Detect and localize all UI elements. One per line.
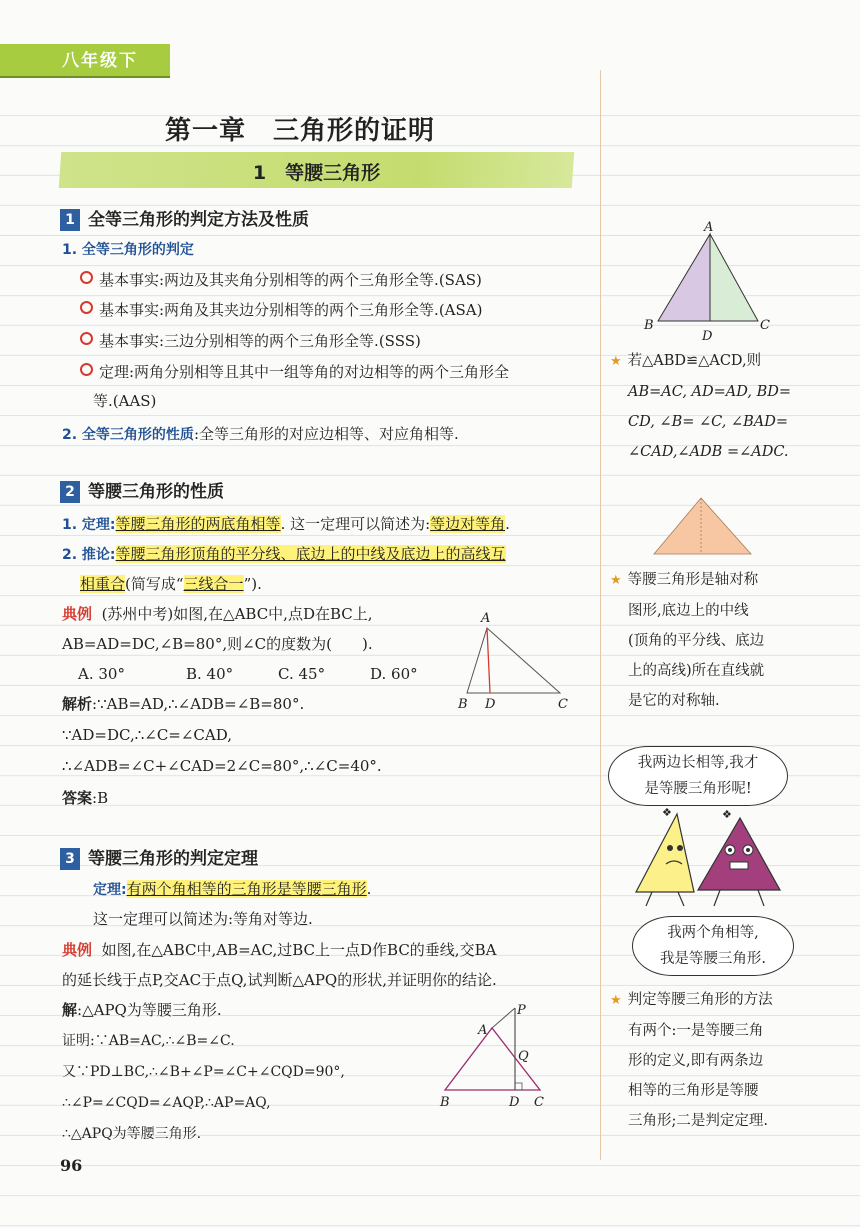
- s3-line-2: 这一定理可以简述为:等角对等边.: [93, 910, 313, 928]
- label-a: A: [478, 1023, 488, 1038]
- s2-answer: 答案:B: [62, 789, 109, 807]
- label-c: C: [558, 697, 568, 712]
- s3-example-line-2: 的延长线于点P,交AC于点Q,试判断△APQ的形状,并证明你的结论.: [62, 971, 497, 989]
- sidebar-figure-1: [640, 218, 780, 344]
- section-2-title: 等腰三角形的性质: [88, 482, 224, 502]
- s2-solution-1: 解析:∵AB=AD,∴∠ADB=∠B=80°.: [62, 695, 305, 713]
- s1-sub1: 1. 全等三角形的判定: [62, 242, 194, 258]
- s2-solution-3: ∴∠ADB=∠C+∠CAD=2∠C=80°,∴∠C=40°.: [62, 757, 382, 775]
- section-2-heading: [60, 477, 224, 503]
- sidebar-note-2: ★ 等腰三角形是轴对称 图形,底边上的中线 (顶角的平分线、底边 上的高线)所在直线就 是它的对称轴.: [610, 572, 765, 709]
- sidebar-note-1: ★ 若△ABD≌△ACD,则 AB=AC, AD=AD, BD= CD, ∠B= ∠C, ∠BAD= ∠CAD,∠ADB =∠ADC.: [610, 353, 792, 460]
- label-c: C: [534, 1095, 544, 1110]
- section-1-number: 1: [60, 209, 80, 231]
- s2-line-1: 1. 定理:等腰三角形的两底角相等. 这一定理可以简述为:等边对等角.: [62, 515, 510, 533]
- label-b: B: [458, 697, 468, 712]
- label-b: B: [440, 1095, 450, 1110]
- s2-option-a: A. 30°: [78, 665, 125, 683]
- margin-line: [600, 70, 601, 1160]
- svg-text:❖: ❖: [722, 808, 732, 821]
- speech-bubble-1: 我两边长相等,我才 是等腰三角形呢!: [608, 746, 788, 806]
- cartoon-triangles: [622, 806, 792, 916]
- section-3-heading: [60, 844, 258, 870]
- s3-proof-2: 又∵PD⊥BC,∴∠B+∠P=∠C+∠CQD=90°,: [62, 1064, 345, 1080]
- speech-bubble-2: 我两个角相等, 我是等腰三角形.: [632, 916, 794, 976]
- grade-tag: 八年级下: [0, 44, 170, 78]
- section-2-number: 2: [60, 481, 80, 503]
- s2-example-line-1: 典例 (苏州中考)如图,在△ABC中,点D在BC上,: [62, 605, 373, 623]
- section-title: 1 等腰三角形: [252, 162, 381, 184]
- star-icon: ★: [610, 573, 622, 588]
- section-3-number: 3: [60, 848, 80, 870]
- label-d: D: [485, 697, 496, 712]
- example-2-figure: [436, 1000, 556, 1112]
- s3-proof-3: ∴∠P=∠CQD=∠AQP,∴AP=AQ,: [62, 1095, 271, 1111]
- s3-example-line-1: 典例 如图,在△ABC中,AB=AC,过BC上一点D作BC的垂线,交BA: [62, 941, 497, 959]
- section-3-title: 等腰三角形的判定定理: [88, 849, 258, 869]
- s3-line-1: 定理:有两个角相等的三角形是等腰三角形.: [93, 880, 372, 898]
- s1-item-4: 定理:两角分别相等且其中一组等角的对边相等的两个三角形全: [80, 362, 509, 382]
- s2-solution-2: ∵AD=DC,∴∠C=∠CAD,: [62, 726, 233, 744]
- s3-proof-4: ∴△APQ为等腰三角形.: [62, 1126, 202, 1142]
- example-1-figure: [452, 606, 582, 714]
- sidebar-figure-2: [648, 492, 758, 558]
- s2-option-c: C. 45°: [278, 665, 326, 683]
- svg-text:❖: ❖: [662, 806, 672, 819]
- s1-item-3: 基本事实:三边分别相等的两个三角形全等.(SSS): [80, 331, 421, 351]
- label-d: D: [702, 329, 713, 344]
- s1-sub2: 2. 全等三角形的性质:全等三角形的对应边相等、对应角相等.: [62, 425, 459, 443]
- label-a: A: [481, 611, 491, 626]
- s2-example-line-2: AB=AD=DC,∠B=80°,则∠C的度数为( ).: [62, 635, 373, 653]
- s3-proof-1: 证明:∵AB=AC,∴∠B=∠C.: [62, 1033, 235, 1049]
- label-c: C: [760, 318, 770, 333]
- page-number: 96: [60, 1156, 83, 1175]
- label-b: B: [644, 318, 654, 333]
- bullet-icon: [80, 271, 93, 284]
- s2-option-d: D. 60°: [370, 665, 418, 683]
- s1-item-2: 基本事实:两角及其夹边分别相等的两个三角形全等.(ASA): [80, 300, 482, 320]
- bullet-icon: [80, 332, 93, 345]
- label-q: Q: [518, 1049, 529, 1064]
- s1-item-1: 基本事实:两边及其夹角分别相等的两个三角形全等.(SAS): [80, 270, 482, 290]
- star-icon: ★: [610, 993, 622, 1008]
- section-1-title: 全等三角形的判定方法及性质: [88, 210, 309, 230]
- bullet-icon: [80, 301, 93, 314]
- s2-option-b: B. 40°: [186, 665, 234, 683]
- sidebar-note-3: ★ 判定等腰三角形的方法 有两个:一是等腰三角 形的定义,即有两条边 相等的三角形是等腰 三角形;二是判定定理.: [610, 992, 773, 1129]
- star-icon: ★: [610, 354, 622, 369]
- label-a: A: [704, 220, 714, 235]
- chapter-title: 第一章 三角形的证明: [164, 116, 435, 146]
- s2-line-2: 2. 推论:等腰三角形顶角的平分线、底边上的中线及底边上的高线互: [62, 545, 506, 563]
- s2-line-3: 相重合(简写成“三线合一”).: [80, 575, 262, 593]
- section-1-heading: [60, 205, 309, 231]
- label-p: P: [517, 1003, 526, 1018]
- bullet-icon: [80, 363, 93, 376]
- s3-solution-1: 解:△APQ为等腰三角形.: [62, 1001, 222, 1019]
- label-d: D: [509, 1095, 520, 1110]
- s1-item-4-cont: 等.(AAS): [93, 392, 157, 410]
